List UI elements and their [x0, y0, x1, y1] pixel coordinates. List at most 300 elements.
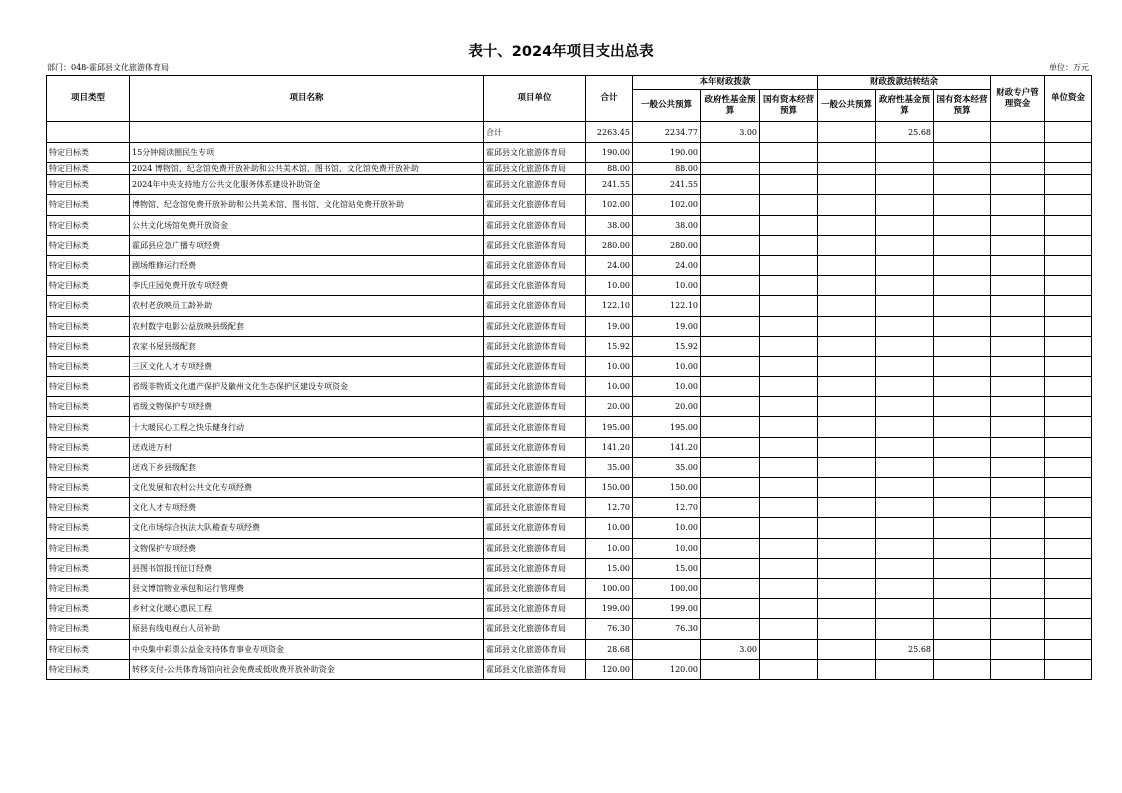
cell-unit: 霍邱县文化旅游体育局: [484, 377, 586, 397]
cell-total: 120.00: [586, 659, 633, 679]
cell-special: [991, 437, 1045, 457]
cell-unit: 霍邱县文化旅游体育局: [484, 639, 586, 659]
cell-general2: [818, 619, 876, 639]
cell-gov-fund: [701, 659, 760, 679]
cell-gov-fund2: [876, 276, 934, 296]
cell-type: 特定目标类: [47, 478, 130, 498]
cell-total: 24.00: [586, 255, 633, 275]
project-expenditure-table: [46, 75, 1092, 680]
cell-state-capital: [760, 356, 818, 376]
cell-unit-fund: [1045, 478, 1092, 498]
cell-special: [991, 578, 1045, 598]
table-row: [47, 356, 1092, 376]
table-row: [47, 538, 1092, 558]
cell-unit-fund: [1045, 639, 1092, 659]
total-row: [47, 122, 1092, 143]
cell-general: 190.00: [633, 143, 701, 163]
cell-unit-fund: [1045, 276, 1092, 296]
cell-unit-fund: [1045, 377, 1092, 397]
cell-state-capital: [760, 639, 818, 659]
cell-type: 特定目标类: [47, 336, 130, 356]
cell-general2: [818, 377, 876, 397]
cell-unit-fund: [1045, 417, 1092, 437]
cell-general: 100.00: [633, 578, 701, 598]
cell-name: 剧场维修运行经费: [130, 255, 484, 275]
cell-unit-fund: [1045, 215, 1092, 235]
cell-general2: [818, 659, 876, 679]
cell-general: 199.00: [633, 599, 701, 619]
cell-special: [991, 235, 1045, 255]
cell-special: [991, 619, 1045, 639]
cell-general: [633, 639, 701, 659]
cell-gov-fund2: [876, 599, 934, 619]
total-special: [991, 122, 1045, 143]
cell-special: [991, 538, 1045, 558]
total-state-capital2: [934, 122, 991, 143]
cell-special: [991, 276, 1045, 296]
cell-type: 特定目标类: [47, 175, 130, 195]
cell-gov-fund: [701, 518, 760, 538]
cell-special: [991, 377, 1045, 397]
cell-unit-fund: [1045, 619, 1092, 639]
cell-gov-fund: 3.00: [701, 639, 760, 659]
header-carry-group: 财政拨款结转结余: [818, 76, 991, 90]
cell-type: 特定目标类: [47, 538, 130, 558]
cell-gov-fund: [701, 356, 760, 376]
cell-gov-fund2: [876, 417, 934, 437]
cell-total: 190.00: [586, 143, 633, 163]
cell-general2: [818, 276, 876, 296]
cell-general2: [818, 175, 876, 195]
header-name: 项目名称: [130, 76, 484, 122]
table-row: [47, 659, 1092, 679]
cell-unit-fund: [1045, 437, 1092, 457]
cell-total: 195.00: [586, 417, 633, 437]
cell-state-capital: [760, 215, 818, 235]
cell-special: [991, 215, 1045, 235]
cell-gov-fund2: [876, 163, 934, 175]
cell-gov-fund2: [876, 235, 934, 255]
cell-special: [991, 599, 1045, 619]
cell-special: [991, 417, 1045, 437]
cell-state-capital2: [934, 518, 991, 538]
cell-unit-fund: [1045, 235, 1092, 255]
cell-special: [991, 478, 1045, 498]
cell-gov-fund: [701, 558, 760, 578]
cell-general: 76.30: [633, 619, 701, 639]
cell-name: 中央集中彩票公益金支持体育事业专项资金: [130, 639, 484, 659]
table-row: [47, 296, 1092, 316]
cell-gov-fund: [701, 336, 760, 356]
cell-general: 10.00: [633, 276, 701, 296]
cell-total: 10.00: [586, 538, 633, 558]
cell-unit-fund: [1045, 498, 1092, 518]
cell-special: [991, 195, 1045, 215]
table-row: [47, 639, 1092, 659]
cell-gov-fund: [701, 163, 760, 175]
cell-general2: [818, 336, 876, 356]
cell-name: 省级非物质文化遗产保护及徽州文化生态保护区建设专项资金: [130, 377, 484, 397]
cell-type: 特定目标类: [47, 417, 130, 437]
table-row: [47, 558, 1092, 578]
cell-state-capital2: [934, 659, 991, 679]
cell-name: 李氏庄园免费开放专项经费: [130, 276, 484, 296]
cell-unit-fund: [1045, 578, 1092, 598]
cell-special: [991, 457, 1045, 477]
cell-gov-fund: [701, 316, 760, 336]
cell-state-capital: [760, 599, 818, 619]
cell-general: 120.00: [633, 659, 701, 679]
cell-gov-fund: [701, 377, 760, 397]
cell-total: 102.00: [586, 195, 633, 215]
cell-gov-fund: [701, 397, 760, 417]
cell-special: [991, 639, 1045, 659]
cell-unit: 霍邱县文化旅游体育局: [484, 336, 586, 356]
cell-unit-fund: [1045, 356, 1092, 376]
cell-type: 特定目标类: [47, 255, 130, 275]
header-gov-fund2: 政府性基金预算: [876, 90, 934, 122]
cell-general2: [818, 255, 876, 275]
cell-state-capital2: [934, 498, 991, 518]
cell-state-capital: [760, 538, 818, 558]
cell-special: [991, 518, 1045, 538]
total-name: [130, 122, 484, 143]
cell-unit: 霍邱县文化旅游体育局: [484, 255, 586, 275]
department-label: 部门：048-霍邱县文化旅游体育局: [47, 63, 169, 72]
cell-type: 特定目标类: [47, 457, 130, 477]
cell-state-capital2: [934, 619, 991, 639]
table-row: [47, 255, 1092, 275]
cell-unit: 霍邱县文化旅游体育局: [484, 356, 586, 376]
cell-state-capital: [760, 143, 818, 163]
cell-unit: 霍邱县文化旅游体育局: [484, 518, 586, 538]
cell-special: [991, 659, 1045, 679]
cell-type: 特定目标类: [47, 397, 130, 417]
cell-unit-fund: [1045, 336, 1092, 356]
cell-general: 15.00: [633, 558, 701, 578]
cell-gov-fund2: [876, 578, 934, 598]
cell-general: 10.00: [633, 377, 701, 397]
cell-unit: 霍邱县文化旅游体育局: [484, 215, 586, 235]
cell-general2: [818, 143, 876, 163]
cell-state-capital: [760, 377, 818, 397]
cell-type: 特定目标类: [47, 163, 130, 175]
cell-state-capital2: [934, 417, 991, 437]
cell-state-capital2: [934, 538, 991, 558]
table-row: [47, 195, 1092, 215]
cell-state-capital: [760, 255, 818, 275]
cell-general: 241.55: [633, 175, 701, 195]
cell-special: [991, 356, 1045, 376]
cell-general: 10.00: [633, 356, 701, 376]
cell-general: 35.00: [633, 457, 701, 477]
cell-general2: [818, 215, 876, 235]
table-row: [47, 235, 1092, 255]
table-row: [47, 478, 1092, 498]
cell-state-capital2: [934, 639, 991, 659]
cell-gov-fund: [701, 437, 760, 457]
cell-gov-fund2: [876, 619, 934, 639]
header-unit: 项目单位: [484, 76, 586, 122]
total-general: 2234.77: [633, 122, 701, 143]
cell-gov-fund2: [876, 498, 934, 518]
cell-gov-fund: [701, 215, 760, 235]
cell-type: 特定目标类: [47, 558, 130, 578]
table-row: [47, 175, 1092, 195]
table-row: [47, 397, 1092, 417]
cell-special: [991, 336, 1045, 356]
cell-unit: 霍邱县文化旅游体育局: [484, 316, 586, 336]
table-row: [47, 377, 1092, 397]
cell-gov-fund: [701, 296, 760, 316]
header-state-capital2: 国有资本经营预算: [934, 90, 991, 122]
cell-special: [991, 558, 1045, 578]
cell-unit: 霍邱县文化旅游体育局: [484, 175, 586, 195]
cell-unit: 霍邱县文化旅游体育局: [484, 498, 586, 518]
cell-name: 县图书馆报刊征订经费: [130, 558, 484, 578]
cell-gov-fund: [701, 255, 760, 275]
cell-state-capital2: [934, 356, 991, 376]
cell-type: 特定目标类: [47, 599, 130, 619]
cell-general: 10.00: [633, 538, 701, 558]
cell-type: 特定目标类: [47, 639, 130, 659]
cell-general2: [818, 599, 876, 619]
cell-state-capital2: [934, 235, 991, 255]
cell-general2: [818, 195, 876, 215]
cell-name: 霍邱县应急广播专项经费: [130, 235, 484, 255]
cell-total: 199.00: [586, 599, 633, 619]
cell-general2: [818, 518, 876, 538]
cell-state-capital2: [934, 457, 991, 477]
cell-general2: [818, 578, 876, 598]
cell-gov-fund2: [876, 558, 934, 578]
total-gov-fund: 3.00: [701, 122, 760, 143]
cell-unit-fund: [1045, 558, 1092, 578]
cell-gov-fund2: [876, 457, 934, 477]
cell-gov-fund: [701, 195, 760, 215]
unit-label: 单位：万元: [1049, 63, 1089, 72]
cell-total: 141.20: [586, 437, 633, 457]
cell-gov-fund2: [876, 336, 934, 356]
cell-unit-fund: [1045, 316, 1092, 336]
cell-gov-fund2: [876, 518, 934, 538]
cell-state-capital: [760, 163, 818, 175]
cell-state-capital2: [934, 336, 991, 356]
cell-type: 特定目标类: [47, 437, 130, 457]
cell-gov-fund: [701, 578, 760, 598]
cell-state-capital: [760, 558, 818, 578]
cell-total: 88.00: [586, 163, 633, 175]
total-total: 2263.45: [586, 122, 633, 143]
cell-general2: [818, 478, 876, 498]
table-row: [47, 599, 1092, 619]
cell-special: [991, 255, 1045, 275]
table-row: [47, 518, 1092, 538]
cell-special: [991, 175, 1045, 195]
cell-total: 10.00: [586, 276, 633, 296]
cell-name: 县文博馆物业承包和运行管理费: [130, 578, 484, 598]
cell-unit: 霍邱县文化旅游体育局: [484, 659, 586, 679]
table-row: [47, 417, 1092, 437]
cell-unit: 霍邱县文化旅游体育局: [484, 558, 586, 578]
cell-gov-fund2: [876, 215, 934, 235]
cell-state-capital2: [934, 478, 991, 498]
cell-gov-fund: [701, 457, 760, 477]
cell-name: 博物馆、纪念馆免费开放补助和公共美术馆、图书馆、文化馆站免费开放补助: [130, 195, 484, 215]
cell-type: 特定目标类: [47, 215, 130, 235]
cell-general: 10.00: [633, 518, 701, 538]
cell-name: 15分钟阅读圈民生专项: [130, 143, 484, 163]
cell-gov-fund: [701, 478, 760, 498]
cell-gov-fund: [701, 143, 760, 163]
cell-gov-fund2: [876, 538, 934, 558]
table-row: [47, 163, 1092, 175]
cell-name: 2024 博物馆、纪念馆免费开放补助和公共美术馆、图书馆、文化馆免费开放补助: [130, 163, 484, 175]
cell-unit: 霍邱县文化旅游体育局: [484, 478, 586, 498]
cell-state-capital: [760, 518, 818, 538]
cell-state-capital2: [934, 195, 991, 215]
cell-general: 38.00: [633, 215, 701, 235]
cell-state-capital2: [934, 296, 991, 316]
cell-gov-fund2: [876, 397, 934, 417]
cell-name: 送戏进万村: [130, 437, 484, 457]
cell-gov-fund2: [876, 377, 934, 397]
cell-name: 农家书屋县级配套: [130, 336, 484, 356]
cell-special: [991, 296, 1045, 316]
cell-state-capital2: [934, 163, 991, 175]
cell-state-capital2: [934, 558, 991, 578]
cell-gov-fund: [701, 619, 760, 639]
cell-unit: 霍邱县文化旅游体育局: [484, 578, 586, 598]
cell-gov-fund: [701, 276, 760, 296]
table-row: [47, 336, 1092, 356]
cell-unit-fund: [1045, 143, 1092, 163]
cell-total: 19.00: [586, 316, 633, 336]
cell-gov-fund2: [876, 296, 934, 316]
cell-general2: [818, 296, 876, 316]
cell-general: 141.20: [633, 437, 701, 457]
cell-gov-fund2: [876, 143, 934, 163]
cell-general: 280.00: [633, 235, 701, 255]
cell-state-capital: [760, 235, 818, 255]
cell-state-capital2: [934, 437, 991, 457]
header-special: 财政专户管理资金: [991, 76, 1045, 122]
cell-name: 转移支付-公共体育场馆向社会免费或低收费开放补助资金: [130, 659, 484, 679]
header-gov-fund: 政府性基金预算: [701, 90, 760, 122]
cell-state-capital: [760, 437, 818, 457]
cell-gov-fund2: [876, 478, 934, 498]
cell-name: 原县有线电视台人员补助: [130, 619, 484, 639]
cell-total: 12.70: [586, 498, 633, 518]
cell-general: 12.70: [633, 498, 701, 518]
cell-special: [991, 397, 1045, 417]
cell-general: 122.10: [633, 296, 701, 316]
cell-state-capital2: [934, 316, 991, 336]
cell-special: [991, 498, 1045, 518]
cell-unit-fund: [1045, 296, 1092, 316]
cell-unit: 霍邱县文化旅游体育局: [484, 276, 586, 296]
cell-name: 文物保护专项经费: [130, 538, 484, 558]
header-current-group: 本年财政拨款: [633, 76, 818, 90]
cell-unit: 霍邱县文化旅游体育局: [484, 163, 586, 175]
cell-general2: [818, 457, 876, 477]
header-total: 合计: [586, 76, 633, 122]
cell-special: [991, 316, 1045, 336]
header-state-capital: 国有资本经营预算: [760, 90, 818, 122]
cell-unit: 霍邱县文化旅游体育局: [484, 296, 586, 316]
cell-type: 特定目标类: [47, 619, 130, 639]
cell-state-capital: [760, 336, 818, 356]
cell-unit-fund: [1045, 175, 1092, 195]
cell-state-capital: [760, 316, 818, 336]
cell-type: 特定目标类: [47, 235, 130, 255]
cell-name: 文化市场综合执法大队稽查专项经费: [130, 518, 484, 538]
cell-name: 2024年中央支持地方公共文化服务体系建设补助资金: [130, 175, 484, 195]
cell-unit: 霍邱县文化旅游体育局: [484, 619, 586, 639]
cell-total: 20.00: [586, 397, 633, 417]
cell-type: 特定目标类: [47, 316, 130, 336]
cell-name: 公共文化场馆免费开放资金: [130, 215, 484, 235]
total-state-capital: [760, 122, 818, 143]
cell-total: 150.00: [586, 478, 633, 498]
cell-gov-fund: [701, 175, 760, 195]
cell-type: 特定目标类: [47, 377, 130, 397]
cell-general: 15.92: [633, 336, 701, 356]
cell-type: 特定目标类: [47, 498, 130, 518]
header-general: 一般公共预算: [633, 90, 701, 122]
cell-state-capital2: [934, 397, 991, 417]
total-label: 合计: [484, 122, 586, 143]
cell-name: 送戏下乡县级配套: [130, 457, 484, 477]
cell-general2: [818, 316, 876, 336]
cell-total: 10.00: [586, 518, 633, 538]
cell-name: 三区文化人才专项经费: [130, 356, 484, 376]
cell-unit-fund: [1045, 195, 1092, 215]
cell-general: 20.00: [633, 397, 701, 417]
table-row: [47, 578, 1092, 598]
cell-type: 特定目标类: [47, 276, 130, 296]
table-row: [47, 215, 1092, 235]
cell-state-capital: [760, 397, 818, 417]
cell-type: 特定目标类: [47, 578, 130, 598]
cell-type: 特定目标类: [47, 195, 130, 215]
cell-state-capital2: [934, 255, 991, 275]
table-row: [47, 437, 1092, 457]
cell-total: 10.00: [586, 356, 633, 376]
cell-total: 100.00: [586, 578, 633, 598]
header-general2: 一般公共预算: [818, 90, 876, 122]
cell-name: 农村数字电影公益放映县级配套: [130, 316, 484, 336]
report-title: 表十、2024年项目支出总表: [468, 44, 654, 60]
table-row: [47, 276, 1092, 296]
cell-state-capital: [760, 276, 818, 296]
cell-unit: 霍邱县文化旅游体育局: [484, 457, 586, 477]
cell-state-capital2: [934, 215, 991, 235]
cell-unit-fund: [1045, 518, 1092, 538]
cell-gov-fund: [701, 498, 760, 518]
cell-gov-fund: [701, 538, 760, 558]
cell-special: [991, 163, 1045, 175]
cell-unit: 霍邱县文化旅游体育局: [484, 143, 586, 163]
cell-general2: [818, 538, 876, 558]
cell-general: 19.00: [633, 316, 701, 336]
cell-total: 122.10: [586, 296, 633, 316]
cell-gov-fund2: [876, 316, 934, 336]
header-unit-fund: 单位资金: [1045, 76, 1092, 122]
cell-type: 特定目标类: [47, 356, 130, 376]
cell-gov-fund: [701, 235, 760, 255]
cell-general2: [818, 163, 876, 175]
